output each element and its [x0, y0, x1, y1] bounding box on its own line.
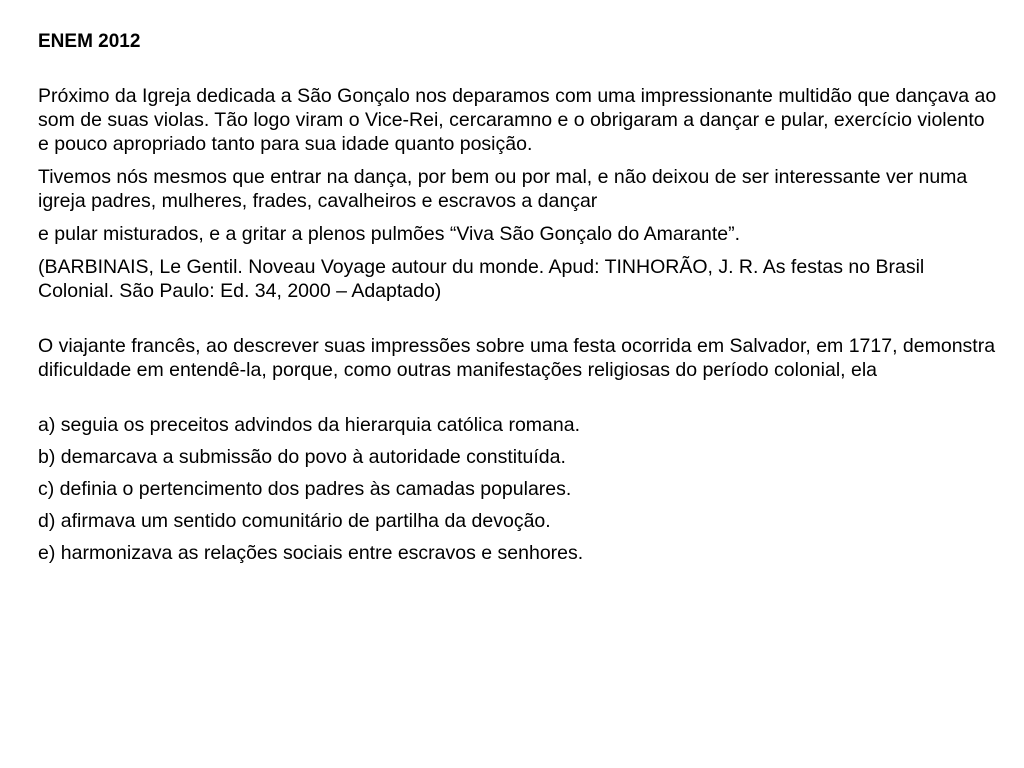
option-c: c) definia o pertencimento dos padres às camadas populares.: [38, 478, 572, 500]
text-paragraph-3: e pular misturados, e a gritar a plenos pulmões “Viva São Gonçalo do Amarante”.: [38, 223, 741, 245]
answer-options: [38, 413, 998, 565]
option-e: e) harmonizava as relações sociais entre escravos e senhores.: [38, 542, 584, 564]
question-stem: O viajante francês, ao descrever suas impressões sobre uma festa ocorrida em Salvador, em 1717, demonstra dificuldade em entendê-la, porque, como outras manifestações religiosas do período colonial, ela: [38, 335, 996, 381]
text-paragraph-1: Próximo da Igreja dedicada a São Gonçalo nos deparamos com uma impressionante multidão que dançava ao som de suas violas. Tão logo viram o Vice-Rei, cercaramno e o obrigaram a dançar e pular, exercício violento e pouco apropriado tanto para sua idade quanto posição.: [38, 85, 997, 155]
option-d: d) afirmava um sentido comunitário de partilha da devoção.: [38, 510, 551, 532]
option-b: b) demarcava a submissão do povo à autoridade constituída.: [38, 446, 566, 468]
slide-content: [38, 30, 998, 565]
exam-title: ENEM 2012: [38, 31, 141, 52]
text-paragraph-2: Tivemos nós mesmos que entrar na dança, por bem ou por mal, e não deixou de ser interessante ver numa igreja padres, mulheres, frades, cavalheiros e escravos a dançar: [38, 166, 968, 212]
option-a: a) seguia os preceitos advindos da hierarquia católica romana.: [38, 414, 580, 436]
source-citation: (BARBINAIS, Le Gentil. Noveau Voyage autour du monde. Apud: TINHORÃO, J. R. As festas no Brasil Colonial. São Paulo: Ed. 34, 2000 – Adaptado): [38, 256, 925, 302]
